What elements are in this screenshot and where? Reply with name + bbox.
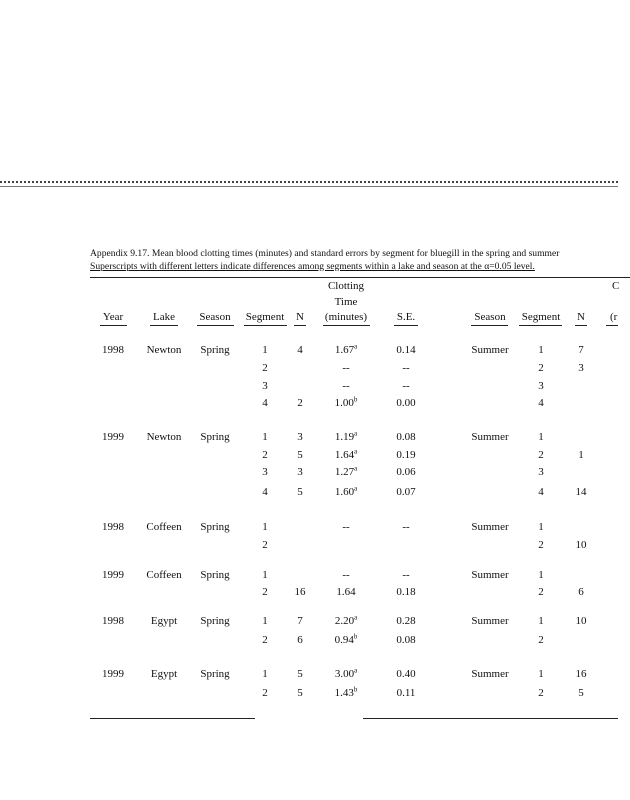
cell-clotting-time-text: 1.67 bbox=[334, 344, 355, 356]
cell-segment-2-text: 4 bbox=[538, 397, 544, 409]
significance-superscript: a bbox=[354, 464, 358, 473]
cell-se-text: 0.19 bbox=[396, 449, 416, 461]
cell-season-2-text: Summer bbox=[471, 569, 509, 581]
cell-clotting-time-text: -- bbox=[342, 569, 350, 581]
cell-se-text: 0.28 bbox=[396, 615, 416, 627]
cell-segment-2-text: 1 bbox=[538, 521, 544, 533]
cell-clotting-time bbox=[336, 586, 355, 598]
cell-se bbox=[402, 521, 409, 533]
cell-season-2 bbox=[471, 668, 508, 680]
cell-segment-2-text: 2 bbox=[538, 586, 544, 598]
scan-artifact-line bbox=[0, 181, 618, 183]
cell-n-text: 5 bbox=[297, 449, 303, 461]
cell-clotting-time-text: -- bbox=[342, 362, 350, 374]
cell-season-text: Spring bbox=[200, 344, 230, 356]
cell-n-2-text: 3 bbox=[578, 362, 584, 374]
header-clotting-2-bottom: (r bbox=[610, 311, 618, 323]
cell-segment-2-text: 2 bbox=[538, 539, 544, 551]
cell-year bbox=[102, 569, 124, 581]
cell-se-text: 0.08 bbox=[396, 634, 416, 646]
cell-season bbox=[200, 569, 229, 581]
cell-se-text: -- bbox=[402, 362, 410, 374]
cell-lake bbox=[147, 431, 182, 443]
cell-season bbox=[200, 521, 229, 533]
cell-segment bbox=[262, 362, 268, 374]
cell-clotting-time bbox=[342, 380, 349, 392]
cell-segment-2 bbox=[538, 634, 544, 646]
cell-segment-2-text: 1 bbox=[538, 344, 544, 356]
header-underline bbox=[519, 325, 562, 326]
cell-segment-2-text: 2 bbox=[538, 687, 544, 699]
header-underline bbox=[100, 325, 127, 326]
cell-lake-text: Egypt bbox=[150, 668, 178, 680]
cell-clotting-time bbox=[335, 668, 357, 680]
cell-segment-2 bbox=[538, 397, 544, 409]
header-underline bbox=[294, 325, 306, 326]
cell-se-text: 0.18 bbox=[396, 586, 416, 598]
header-segment: Segment bbox=[245, 311, 285, 323]
cell-year bbox=[102, 521, 124, 533]
cell-clotting-time bbox=[335, 466, 357, 478]
cell-segment-text: 1 bbox=[262, 668, 268, 680]
cell-season-text: Spring bbox=[200, 431, 230, 443]
header-underline bbox=[323, 325, 370, 326]
cell-clotting-time-text: 1.60 bbox=[334, 486, 355, 498]
cell-segment-2 bbox=[538, 344, 544, 356]
cell-segment-text: 1 bbox=[262, 344, 268, 356]
cell-segment-2-text: 2 bbox=[538, 362, 544, 374]
cell-n bbox=[297, 344, 303, 356]
cell-year-text: 1999 bbox=[102, 668, 124, 680]
cell-segment-2 bbox=[538, 615, 544, 627]
cell-year-text: 1999 bbox=[102, 431, 124, 443]
cell-n-2 bbox=[576, 668, 587, 680]
cell-n bbox=[297, 486, 303, 498]
cell-segment-text: 2 bbox=[262, 634, 268, 646]
significance-superscript: a bbox=[354, 613, 358, 622]
cell-se bbox=[396, 668, 415, 680]
cell-n-text: 7 bbox=[297, 615, 303, 627]
cell-n bbox=[295, 586, 306, 598]
significance-superscript: a bbox=[354, 447, 358, 456]
header-se: S.E. bbox=[396, 311, 416, 323]
cell-segment bbox=[262, 687, 268, 699]
cell-season-2-text: Summer bbox=[471, 344, 509, 356]
cell-segment-2 bbox=[538, 449, 544, 461]
cell-se-text: 0.08 bbox=[396, 431, 416, 443]
cell-lake-text: Newton bbox=[146, 344, 182, 356]
cell-clotting-time-text: 1.00 bbox=[334, 397, 354, 409]
cell-segment-2-text: 4 bbox=[538, 486, 544, 498]
cell-segment bbox=[262, 521, 268, 533]
cell-segment bbox=[262, 449, 268, 461]
cell-se-text: 0.40 bbox=[396, 668, 416, 680]
cell-segment-2 bbox=[538, 362, 544, 374]
cell-segment-text: 3 bbox=[262, 380, 268, 392]
cell-segment bbox=[262, 344, 268, 356]
cell-n-2 bbox=[576, 615, 587, 627]
cell-season-2 bbox=[471, 521, 508, 533]
cell-season-text: Spring bbox=[200, 615, 230, 627]
cell-se-text: 0.07 bbox=[396, 486, 416, 498]
cell-year-text: 1998 bbox=[102, 344, 124, 356]
cell-segment-2 bbox=[538, 539, 544, 551]
header-n-2: N bbox=[577, 311, 585, 323]
cell-n-2 bbox=[578, 687, 584, 699]
cell-clotting-time bbox=[335, 486, 357, 498]
header-underline bbox=[575, 325, 587, 326]
cell-segment bbox=[262, 569, 268, 581]
cell-clotting-time bbox=[342, 362, 349, 374]
header-clotting-3: (minutes) bbox=[324, 311, 368, 323]
cell-segment-2 bbox=[538, 521, 544, 533]
cell-season bbox=[200, 344, 229, 356]
cell-segment bbox=[262, 634, 268, 646]
cell-season-text: Spring bbox=[200, 569, 230, 581]
cell-n-text: 5 bbox=[297, 486, 303, 498]
cell-n-2-text: 6 bbox=[578, 586, 584, 598]
cell-season bbox=[200, 668, 229, 680]
cell-n-2-text: 10 bbox=[575, 615, 587, 627]
cell-lake-text: Egypt bbox=[150, 615, 178, 627]
cell-se-text: 0.14 bbox=[396, 344, 416, 356]
cell-segment-2 bbox=[538, 466, 544, 478]
cell-segment-2-text: 3 bbox=[538, 466, 544, 478]
cell-segment-text: 1 bbox=[262, 615, 268, 627]
cell-se bbox=[396, 486, 415, 498]
header-clotting-1: Clotting bbox=[327, 280, 365, 292]
cell-n-2 bbox=[578, 586, 584, 598]
cell-season-2-text: Summer bbox=[471, 668, 509, 680]
cell-n-2-text: 1 bbox=[578, 449, 584, 461]
cell-n bbox=[297, 687, 303, 699]
cell-clotting-time bbox=[335, 449, 357, 461]
cell-segment bbox=[262, 539, 268, 551]
cell-se bbox=[396, 586, 415, 598]
cell-clotting-time-text: 1.43 bbox=[334, 687, 354, 699]
cell-se-text: 0.06 bbox=[396, 466, 416, 478]
cell-season bbox=[200, 615, 229, 627]
cell-n-2-text: 7 bbox=[578, 344, 584, 356]
cell-n-2-text: 10 bbox=[575, 539, 587, 551]
cell-n-text: 3 bbox=[297, 431, 303, 443]
cell-segment bbox=[262, 466, 268, 478]
header-underline bbox=[244, 325, 287, 326]
cell-year-text: 1998 bbox=[102, 615, 124, 627]
cell-clotting-time-text: 1.19 bbox=[334, 431, 355, 443]
cell-clotting-time-text: 1.64 bbox=[336, 586, 356, 598]
cell-segment-2-text: 1 bbox=[538, 569, 544, 581]
cell-se bbox=[396, 344, 415, 356]
cell-lake bbox=[147, 344, 182, 356]
cell-segment-text: 1 bbox=[262, 569, 268, 581]
cell-n-2 bbox=[578, 362, 584, 374]
cell-segment-2-text: 1 bbox=[538, 668, 544, 680]
cell-n-text: 5 bbox=[297, 687, 303, 699]
significance-superscript: b bbox=[353, 632, 358, 641]
cell-lake bbox=[146, 521, 181, 533]
cell-season bbox=[200, 431, 229, 443]
cell-n-2 bbox=[578, 449, 584, 461]
cell-season-2 bbox=[471, 615, 508, 627]
cell-segment bbox=[262, 397, 268, 409]
significance-superscript: b bbox=[353, 685, 358, 694]
cell-se bbox=[396, 431, 415, 443]
cell-segment-text: 2 bbox=[262, 586, 268, 598]
cell-clotting-time bbox=[335, 634, 358, 646]
caption-line-2: Superscripts with different letters indicate differences among segments within a lake and season at the α=0.05 level. bbox=[90, 260, 535, 272]
cell-se bbox=[396, 615, 415, 627]
cell-n bbox=[297, 466, 303, 478]
cell-n bbox=[297, 397, 303, 409]
cell-clotting-time-text: 1.64 bbox=[334, 449, 355, 461]
cell-segment-text: 4 bbox=[262, 486, 268, 498]
cell-n bbox=[297, 449, 303, 461]
cell-segment-2 bbox=[538, 486, 544, 498]
cell-segment-text: 2 bbox=[262, 687, 268, 699]
table-caption bbox=[90, 248, 630, 273]
cell-clotting-time-text: 3.00 bbox=[334, 668, 355, 680]
header-segment-2: Segment bbox=[521, 311, 561, 323]
cell-n-text: 4 bbox=[297, 344, 303, 356]
cell-year-text: 1999 bbox=[102, 569, 124, 581]
cell-season-text: Spring bbox=[200, 521, 230, 533]
cell-year bbox=[102, 431, 124, 443]
cell-lake-text: Coffeen bbox=[146, 521, 182, 533]
cell-season-2 bbox=[471, 431, 508, 443]
cell-se-text: -- bbox=[402, 569, 410, 581]
cell-se-text: -- bbox=[402, 521, 410, 533]
cell-clotting-time bbox=[335, 431, 357, 443]
cell-clotting-time-text: -- bbox=[342, 380, 350, 392]
scan-artifact-line bbox=[0, 186, 618, 187]
cell-season-2-text: Summer bbox=[471, 431, 509, 443]
cell-clotting-time bbox=[335, 344, 357, 356]
cell-segment-2 bbox=[538, 687, 544, 699]
cell-clotting-time-text: 2.20 bbox=[334, 615, 355, 627]
cell-segment bbox=[262, 668, 268, 680]
cell-year-text: 1998 bbox=[102, 521, 124, 533]
cell-lake bbox=[151, 615, 177, 627]
cell-segment-text: 3 bbox=[262, 466, 268, 478]
significance-superscript: a bbox=[354, 666, 358, 675]
cell-n bbox=[297, 431, 303, 443]
cell-segment bbox=[262, 380, 268, 392]
cell-year bbox=[102, 668, 124, 680]
cell-year bbox=[102, 344, 124, 356]
cell-n-text: 6 bbox=[297, 634, 303, 646]
header-underline bbox=[471, 325, 508, 326]
cell-segment-2 bbox=[538, 569, 544, 581]
header-underline bbox=[197, 325, 234, 326]
cell-segment-text: 2 bbox=[262, 362, 268, 374]
cell-segment-2-text: 1 bbox=[538, 431, 544, 443]
header-lake: Lake bbox=[153, 311, 175, 323]
cell-season-2 bbox=[471, 344, 508, 356]
cell-segment bbox=[262, 615, 268, 627]
cell-n-2 bbox=[576, 539, 587, 551]
cell-segment-2-text: 1 bbox=[538, 615, 544, 627]
cell-segment bbox=[262, 586, 268, 598]
significance-superscript: a bbox=[354, 342, 358, 351]
cell-se-text: 0.00 bbox=[396, 397, 416, 409]
cell-segment-text: 2 bbox=[262, 449, 268, 461]
cell-segment-2 bbox=[538, 380, 544, 392]
header-clotting-2-top: C bbox=[612, 280, 620, 292]
cell-n-text: 3 bbox=[297, 466, 303, 478]
cell-n-text: 5 bbox=[297, 668, 303, 680]
cell-n bbox=[297, 634, 303, 646]
cell-se-text: 0.11 bbox=[396, 687, 416, 699]
cell-season-2-text: Summer bbox=[471, 615, 509, 627]
cell-segment bbox=[262, 486, 268, 498]
cell-segment-2-text: 3 bbox=[538, 380, 544, 392]
cell-clotting-time bbox=[335, 397, 358, 409]
table-bottom-rule bbox=[363, 718, 618, 719]
cell-n bbox=[297, 615, 303, 627]
cell-segment-2 bbox=[538, 586, 544, 598]
cell-se bbox=[396, 634, 415, 646]
cell-n bbox=[297, 668, 303, 680]
cell-lake-text: Coffeen bbox=[146, 569, 182, 581]
significance-superscript: b bbox=[353, 395, 358, 404]
cell-se bbox=[396, 449, 415, 461]
header-underline bbox=[150, 325, 178, 326]
cell-clotting-time bbox=[342, 569, 349, 581]
cell-segment-text: 1 bbox=[262, 521, 268, 533]
cell-lake-text: Newton bbox=[146, 431, 182, 443]
cell-se bbox=[402, 380, 409, 392]
header-underline bbox=[394, 325, 418, 326]
cell-se bbox=[397, 687, 416, 699]
cell-segment bbox=[262, 431, 268, 443]
significance-superscript: a bbox=[354, 484, 358, 493]
cell-segment-2-text: 2 bbox=[538, 449, 544, 461]
header-clotting-2: Time bbox=[334, 296, 358, 308]
table-bottom-rule bbox=[90, 718, 255, 719]
cell-segment-2-text: 2 bbox=[538, 634, 544, 646]
cell-segment-2 bbox=[538, 668, 544, 680]
cell-lake bbox=[151, 668, 177, 680]
cell-se bbox=[402, 569, 409, 581]
cell-se-text: -- bbox=[402, 380, 410, 392]
cell-segment-text: 4 bbox=[262, 397, 268, 409]
significance-superscript: a bbox=[354, 429, 358, 438]
cell-se bbox=[402, 362, 409, 374]
cell-n-2-text: 14 bbox=[575, 486, 587, 498]
cell-clotting-time bbox=[335, 615, 357, 627]
cell-segment-2 bbox=[538, 431, 544, 443]
header-season: Season bbox=[199, 311, 231, 323]
cell-clotting-time-text: -- bbox=[342, 521, 350, 533]
cell-n-2-text: 5 bbox=[578, 687, 584, 699]
cell-n-text: 16 bbox=[294, 586, 306, 598]
cell-season-2-text: Summer bbox=[471, 521, 509, 533]
cell-segment-text: 1 bbox=[262, 431, 268, 443]
cell-year bbox=[102, 615, 124, 627]
cell-se bbox=[396, 466, 415, 478]
cell-n-text: 2 bbox=[297, 397, 303, 409]
cell-clotting-time-text: 0.94 bbox=[334, 634, 354, 646]
header-underline bbox=[606, 325, 618, 326]
cell-clotting-time bbox=[335, 687, 358, 699]
cell-clotting-time bbox=[342, 521, 349, 533]
cell-se bbox=[396, 397, 415, 409]
cell-n-2 bbox=[578, 344, 584, 356]
cell-segment-text: 2 bbox=[262, 539, 268, 551]
cell-n-2 bbox=[576, 486, 587, 498]
cell-season-2 bbox=[471, 569, 508, 581]
cell-clotting-time-text: 1.27 bbox=[334, 466, 355, 478]
cell-lake bbox=[146, 569, 181, 581]
cell-season-text: Spring bbox=[200, 668, 230, 680]
header-year: Year bbox=[102, 311, 124, 323]
cell-n-2-text: 16 bbox=[575, 668, 587, 680]
header-top-rule bbox=[90, 277, 630, 278]
caption-line-1: Appendix 9.17. Mean blood clotting times (minutes) and standard errors by segment for bluegill in the spring and summer bbox=[90, 248, 560, 259]
header-season-2: Season bbox=[474, 311, 506, 323]
header-n: N bbox=[296, 311, 304, 323]
